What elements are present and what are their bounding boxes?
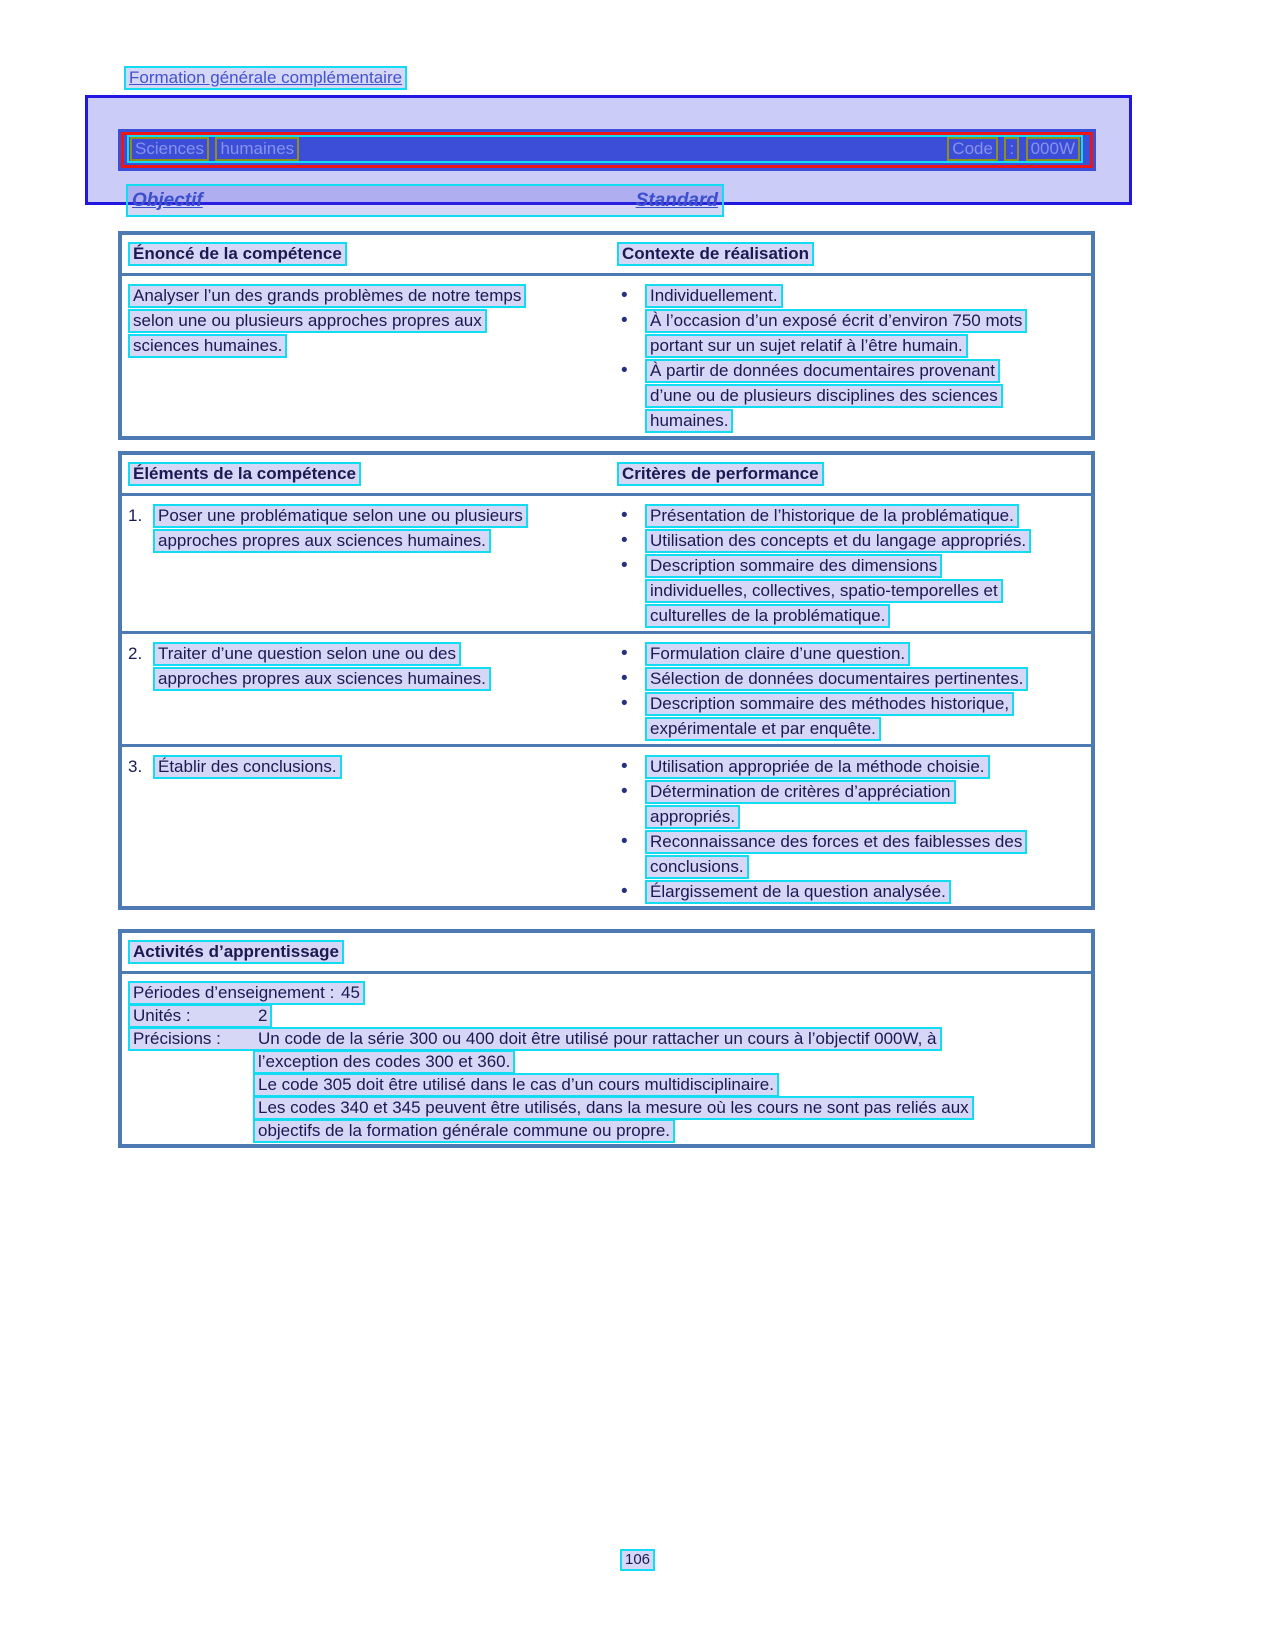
text-line bbox=[155, 531, 619, 556]
highlighted-text: Traiter d’une question selon une ou des bbox=[155, 644, 459, 664]
banner-code-separator: : bbox=[1006, 139, 1017, 159]
bullet-text bbox=[647, 757, 1091, 782]
bullet-icon: • bbox=[621, 285, 628, 306]
highlighted-text: d’une ou de plusieurs disciplines des sciences bbox=[647, 386, 1001, 406]
bullet-icon: • bbox=[621, 530, 628, 551]
precisions-label: Précisions : bbox=[133, 1029, 221, 1048]
bullet-item bbox=[619, 311, 1091, 361]
text-line bbox=[647, 606, 1091, 631]
banner-code bbox=[946, 139, 1081, 159]
bullet-icon: • bbox=[621, 781, 628, 802]
text-line bbox=[155, 757, 619, 782]
bullet-text bbox=[647, 531, 1091, 556]
highlighted-text: À partir de données documentaires provenant bbox=[647, 361, 998, 381]
units-line bbox=[130, 1006, 1091, 1029]
periods-label: Périodes d’enseignement : bbox=[133, 983, 335, 1002]
element-statement bbox=[122, 644, 619, 744]
text-line bbox=[647, 832, 1091, 857]
highlighted-text: humaines. bbox=[647, 411, 731, 431]
text-line bbox=[647, 882, 1091, 907]
section-headings bbox=[128, 186, 722, 215]
highlighted-text: Sélection de données documentaires pertinentes. bbox=[647, 669, 1026, 689]
text-line bbox=[647, 782, 1091, 807]
criteria-bullets bbox=[619, 506, 1091, 631]
highlighted-text: À l’occasion d’un exposé écrit d’environ 750 mots bbox=[647, 311, 1025, 331]
text-line bbox=[130, 336, 619, 361]
header-cell-criteres bbox=[619, 464, 1091, 484]
units-value: 2 bbox=[258, 1006, 268, 1025]
row-number: 3. bbox=[128, 757, 143, 776]
bullet-text bbox=[647, 506, 1091, 531]
elements-table bbox=[118, 451, 1095, 910]
competence-table-header bbox=[122, 235, 1091, 276]
highlighted-text: culturelles de la problématique. bbox=[647, 606, 888, 626]
text-line bbox=[647, 531, 1091, 556]
bullet-text bbox=[647, 782, 1091, 832]
highlighted-text: Le code 305 doit être utilisé dans le cas d’un cours multidisciplinaire. bbox=[255, 1075, 777, 1095]
header-cell-text: Contexte de réalisation bbox=[619, 244, 812, 264]
bullet-item bbox=[619, 506, 1091, 531]
text-line bbox=[255, 1121, 1091, 1144]
bullet-text bbox=[647, 556, 1091, 631]
text-line bbox=[647, 694, 1091, 719]
banner-code-value: 000W bbox=[1028, 139, 1078, 159]
header-cell-text: Éléments de la compétence bbox=[130, 464, 359, 484]
highlighted-text: Élargissement de la question analysée. bbox=[647, 882, 949, 902]
element-statement bbox=[122, 506, 619, 631]
banner-red-frame bbox=[121, 132, 1093, 168]
bullet-item bbox=[619, 556, 1091, 631]
highlighted-text: Analyser l’un des grands problèmes de notre temps bbox=[130, 286, 524, 306]
text-line bbox=[647, 361, 1091, 386]
periods-highlight bbox=[130, 983, 363, 1003]
highlighted-text: objectifs de la formation générale commune ou propre. bbox=[255, 1121, 673, 1141]
header-cell-enonce bbox=[122, 244, 619, 264]
highlighted-text: Les codes 340 et 345 peuvent être utilisés, dans la mesure où les cours ne sont pas reliés aux bbox=[255, 1098, 972, 1118]
highlighted-text: portant sur un sujet relatif à l’être humain. bbox=[647, 336, 966, 356]
precisions-first-line: Un code de la série 300 ou 400 doit être utilisé pour rattacher un cours à l’objectif 000W, à bbox=[258, 1029, 937, 1048]
statement-lines bbox=[130, 286, 619, 361]
header-panel bbox=[85, 95, 1132, 211]
bullet-text bbox=[647, 882, 1091, 907]
activities-table bbox=[118, 929, 1095, 1148]
text-line bbox=[155, 644, 619, 669]
text-line bbox=[647, 506, 1091, 531]
running-header bbox=[126, 68, 405, 88]
row-number: 1. bbox=[128, 506, 143, 525]
competence-table-row bbox=[122, 276, 1091, 436]
highlighted-text: Présentation de l’historique de la problématique. bbox=[647, 506, 1017, 526]
highlighted-text: approches propres aux sciences humaines. bbox=[155, 669, 489, 689]
bullet-item bbox=[619, 644, 1091, 669]
course-banner bbox=[118, 129, 1096, 171]
bullet-text bbox=[647, 644, 1091, 669]
text-line bbox=[130, 311, 619, 336]
competence-statement bbox=[122, 286, 619, 436]
text-line bbox=[647, 286, 1091, 311]
bullet-icon: • bbox=[621, 693, 628, 714]
elements-table-row bbox=[122, 634, 1091, 747]
elements-table-row bbox=[122, 747, 1091, 907]
highlighted-text: Formulation claire d’une question. bbox=[647, 644, 908, 664]
highlighted-text: Détermination de critères d’appréciation bbox=[647, 782, 954, 802]
text-line bbox=[255, 1098, 1091, 1121]
text-line bbox=[255, 1075, 1091, 1098]
text-line bbox=[647, 807, 1091, 832]
heading-standard: Standard bbox=[635, 189, 718, 211]
bullet-text bbox=[647, 361, 1091, 436]
text-line bbox=[647, 757, 1091, 782]
bullet-text bbox=[647, 311, 1091, 361]
text-line bbox=[647, 556, 1091, 581]
highlighted-text: individuelles, collectives, spatio-temporelles et bbox=[647, 581, 1001, 601]
bullet-icon: • bbox=[621, 310, 628, 331]
bullet-item bbox=[619, 361, 1091, 436]
criteria-bullets bbox=[619, 757, 1091, 907]
bullet-text bbox=[647, 286, 1091, 311]
banner-text-region bbox=[129, 137, 1081, 161]
units-highlight bbox=[130, 1006, 270, 1026]
banner-title-word: Sciences bbox=[132, 139, 207, 159]
periods-line bbox=[130, 983, 1091, 1006]
text-line bbox=[647, 719, 1091, 744]
text-line bbox=[155, 506, 619, 531]
bullet-item bbox=[619, 286, 1091, 311]
precisions-continuation bbox=[130, 1052, 1091, 1144]
competence-table bbox=[118, 231, 1095, 440]
highlighted-text: appropriés. bbox=[647, 807, 738, 827]
banner-title-word: humaines bbox=[217, 139, 297, 159]
highlighted-text: sciences humaines. bbox=[130, 336, 285, 356]
elements-table-header bbox=[122, 455, 1091, 496]
running-header-text: Formation générale complémentaire bbox=[126, 68, 405, 88]
header-cell-elements bbox=[122, 464, 619, 484]
bullet-icon: • bbox=[621, 555, 628, 576]
highlighted-text: Établir des conclusions. bbox=[155, 757, 340, 777]
highlighted-text: Utilisation des concepts et du langage appropriés. bbox=[647, 531, 1029, 551]
statement-lines bbox=[155, 506, 619, 556]
header-cell-text: Énoncé de la compétence bbox=[130, 244, 345, 264]
banner-title bbox=[129, 139, 300, 159]
heading-objectif: Objectif bbox=[132, 189, 203, 211]
text-line bbox=[155, 669, 619, 694]
text-line bbox=[647, 386, 1091, 411]
text-line bbox=[130, 286, 619, 311]
precisions-highlight bbox=[130, 1029, 940, 1049]
text-line bbox=[647, 411, 1091, 436]
header-cell-text: Activités d’apprentissage bbox=[130, 942, 342, 962]
bullet-icon: • bbox=[621, 505, 628, 526]
precisions-line bbox=[130, 1029, 1091, 1052]
highlighted-text: approches propres aux sciences humaines. bbox=[155, 531, 489, 551]
bullet-icon: • bbox=[621, 881, 628, 902]
highlighted-text: Description sommaire des dimensions bbox=[647, 556, 940, 576]
statement-lines bbox=[155, 644, 619, 694]
header-cell-text: Critères de performance bbox=[619, 464, 822, 484]
page-number: 106 bbox=[622, 1551, 653, 1569]
text-line bbox=[647, 644, 1091, 669]
text-line bbox=[647, 581, 1091, 606]
bullet-icon: • bbox=[621, 668, 628, 689]
text-line bbox=[255, 1052, 1091, 1075]
periods-value: 45 bbox=[341, 983, 360, 1002]
highlighted-text: Utilisation appropriée de la méthode choisie. bbox=[647, 757, 988, 777]
bullet-text bbox=[647, 669, 1091, 694]
activities-body bbox=[122, 974, 1091, 1144]
bullet-item bbox=[619, 882, 1091, 907]
bullet-icon: • bbox=[621, 831, 628, 852]
text-line bbox=[647, 669, 1091, 694]
statement-lines bbox=[155, 757, 619, 782]
banner-code-label: Code bbox=[949, 139, 996, 159]
row-number: 2. bbox=[128, 644, 143, 663]
highlighted-text: expérimentale et par enquête. bbox=[647, 719, 879, 739]
text-line bbox=[647, 311, 1091, 336]
text-line bbox=[647, 857, 1091, 882]
text-line bbox=[647, 336, 1091, 361]
criteria-bullets bbox=[619, 644, 1091, 744]
bullet-item bbox=[619, 531, 1091, 556]
highlighted-text: Poser une problématique selon une ou plusieurs bbox=[155, 506, 526, 526]
highlighted-text: conclusions. bbox=[647, 857, 747, 877]
bullet-item bbox=[619, 782, 1091, 832]
bullet-text bbox=[647, 832, 1091, 882]
highlighted-text: l’exception des codes 300 et 360. bbox=[255, 1052, 513, 1072]
bullet-icon: • bbox=[621, 643, 628, 664]
highlighted-text: Description sommaire des méthodes historique, bbox=[647, 694, 1012, 714]
bullet-item bbox=[619, 694, 1091, 744]
context-bullets bbox=[619, 286, 1091, 436]
bullet-text bbox=[647, 694, 1091, 744]
highlighted-text: selon une ou plusieurs approches propres aux bbox=[130, 311, 485, 331]
bullet-icon: • bbox=[621, 360, 628, 381]
element-statement bbox=[122, 757, 619, 907]
activities-table-header bbox=[122, 933, 1091, 974]
elements-table-row bbox=[122, 496, 1091, 634]
units-label: Unités : bbox=[133, 1006, 191, 1025]
highlighted-text: Individuellement. bbox=[647, 286, 781, 306]
bullet-item bbox=[619, 832, 1091, 882]
header-cell-activites bbox=[122, 942, 619, 962]
highlighted-text: Reconnaissance des forces et des faiblesses des bbox=[647, 832, 1025, 852]
bullet-item bbox=[619, 669, 1091, 694]
header-cell-contexte bbox=[619, 244, 1091, 264]
page-number-container bbox=[0, 1551, 1275, 1569]
bullet-item bbox=[619, 757, 1091, 782]
bullet-icon: • bbox=[621, 756, 628, 777]
